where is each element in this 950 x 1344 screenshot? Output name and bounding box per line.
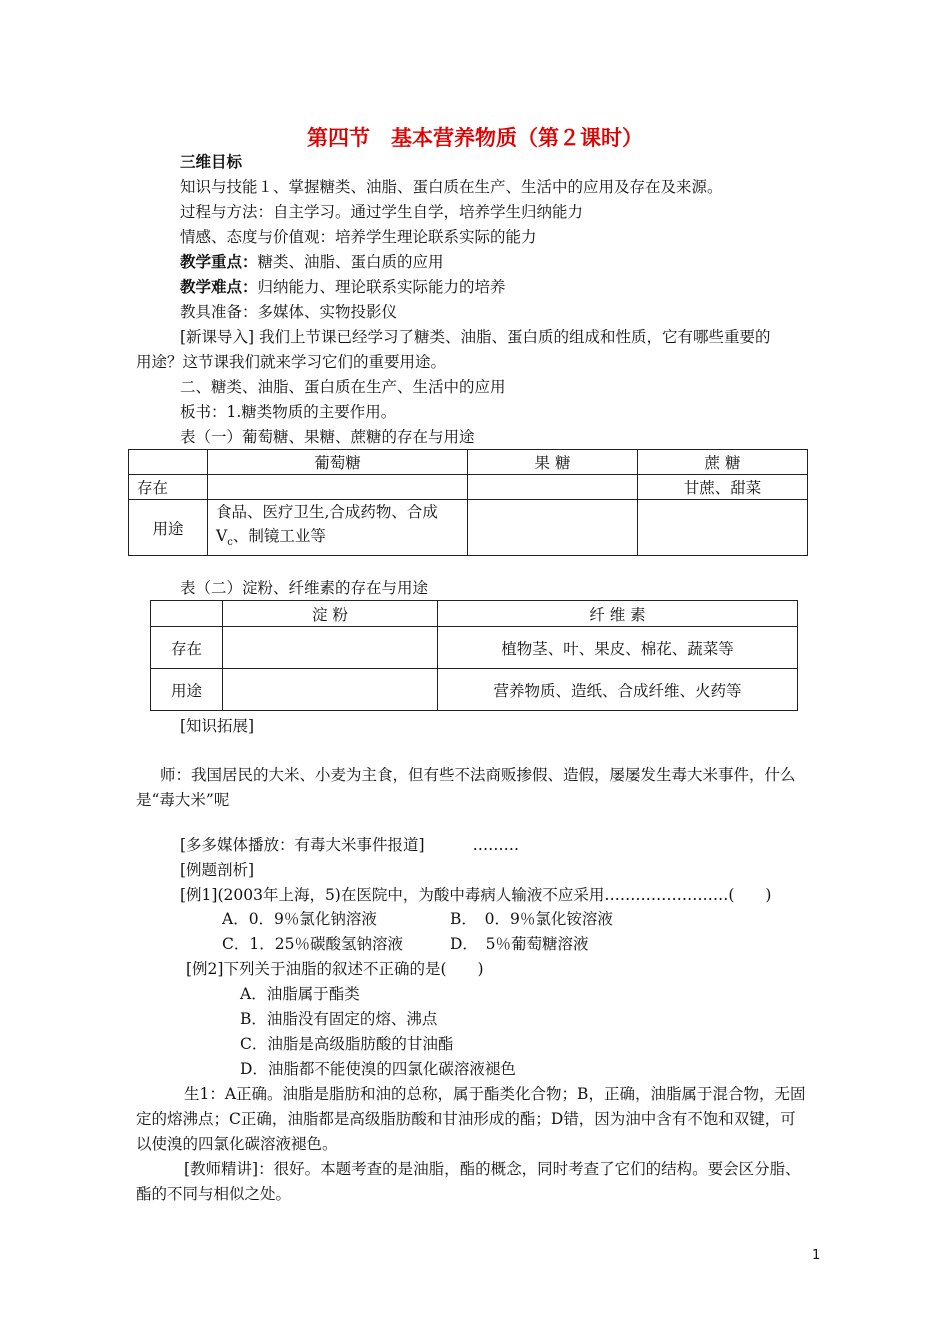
table2-exist-label: 存在	[151, 627, 223, 669]
intro-line-2: 用途？这节课我们就来学习它们的重要用途。	[136, 353, 447, 371]
student-answer-line-3: 以使溴的四氯化碳溶液褪色。	[136, 1135, 338, 1153]
table2-header-row	[151, 601, 798, 627]
student-answer-line-1: 生1：A正确。油脂是脂肪和油的总称，属于酯类化合物；B，正确，油脂属于混合物，无固	[184, 1085, 806, 1103]
board-note: 板书：1.糖类物质的主要作用。	[180, 403, 397, 421]
example-2-option-b: B．油脂没有固定的熔、沸点	[240, 1010, 438, 1028]
example-2-option-a: A．油脂属于酯类	[240, 985, 360, 1003]
table2-use-starch	[223, 669, 438, 711]
table2-row-use	[151, 669, 798, 711]
table-starch-cellulose	[150, 600, 798, 711]
knowledge-extension: [知识拓展]	[180, 717, 255, 735]
table2-header-cellulose: 纤 维 素	[438, 601, 798, 627]
table1-use-glucose	[208, 500, 468, 556]
example-1-option-d: D． 5％葡萄糖溶液	[450, 935, 589, 953]
table2-exist-cellulose: 植物茎、叶、果皮、棉花、蔬菜等	[438, 627, 798, 669]
table1-use-glucose-line2	[216, 527, 326, 549]
example-1-option-b: B． 0．9％氯化铵溶液	[450, 910, 613, 928]
table2-header-starch: 淀 粉	[223, 601, 438, 627]
teaching-key-label: 教学重点：	[180, 252, 258, 271]
table2-header-blank	[151, 601, 223, 627]
teaching-difficulty-text: 归纳能力、理论联系实际能力的培养	[257, 278, 506, 296]
teacher-question-line-2: 是“毒大米”呢	[136, 791, 230, 809]
table1-row-exist	[129, 475, 808, 500]
example-2-question: [例2]下列关于油脂的叙述不正确的是( )	[186, 960, 484, 978]
table1-use-label: 用途	[129, 500, 208, 556]
table1-header-row	[129, 450, 808, 475]
teaching-tools: 教具准备：多媒体、实物投影仪	[180, 303, 398, 321]
example-2-option-c: C．油脂是高级脂肪酸的甘油酯	[240, 1035, 454, 1053]
table1-header-fructose: 果 糖	[468, 450, 638, 475]
table1-use-glucose-rest: 、制镜工业等	[232, 527, 326, 545]
table1-header-glucose: 葡萄糖	[208, 450, 468, 475]
table1-exist-sucrose: 甘蔗、甜菜	[638, 475, 808, 500]
vitamin-v: V	[216, 527, 228, 545]
teaching-difficulty	[180, 275, 506, 299]
teaching-key-text: 糖类、油脂、蛋白质的应用	[257, 253, 444, 271]
knowledge-goal: 知识与技能１、掌握糖类、油脂、蛋白质在生产、生活中的应用及存在及来源。	[180, 178, 723, 196]
table2-row-exist	[151, 627, 798, 669]
teaching-difficulty-label: 教学难点：	[180, 277, 258, 296]
table1-use-glucose-line1: 食品、医疗卫生,合成药物、合成	[216, 503, 438, 521]
vitamin-c-subscript: c	[227, 537, 233, 549]
table-glucose-fructose-sucrose	[128, 449, 808, 556]
table1-exist-label: 存在	[129, 475, 208, 500]
teacher-explanation-line-1: [教师精讲]：很好。本题考查的是油脂，酯的概念，同时考查了它们的结构。要会区分脂、	[184, 1160, 801, 1178]
table2-use-label: 用途	[151, 669, 223, 711]
media-playback	[180, 833, 519, 857]
table2-caption: 表（二）淀粉、纤维素的存在与用途	[180, 579, 429, 597]
table1-header-blank	[129, 450, 208, 475]
example-heading: [例题剖析]	[180, 861, 255, 879]
table1-caption: 表（一）葡萄糖、果糖、蔗糖的存在与用途	[180, 428, 475, 446]
table1-header-sucrose: 蔗 糖	[638, 450, 808, 475]
table1-use-fructose	[468, 500, 638, 556]
process-goal: 过程与方法：自主学习。通过学生自学，培养学生归纳能力	[180, 203, 584, 221]
table2-use-cellulose: 营养物质、造纸、合成纤维、火药等	[438, 669, 798, 711]
table1-exist-fructose	[468, 475, 638, 500]
example-1-option-a: A．0．9％氯化钠溶液	[222, 910, 377, 928]
page-number: 1	[812, 1248, 821, 1263]
example-1-option-c: C．1．25％碳酸氢钠溶液	[222, 935, 403, 953]
table2-exist-starch	[223, 627, 438, 669]
table1-use-sucrose	[638, 500, 808, 556]
goals-heading: 三维目标	[180, 152, 243, 171]
teaching-key	[180, 250, 444, 274]
page-title: 第四节 基本营养物质（第２课时）	[307, 126, 643, 150]
example-2-option-d: D．油脂都不能使溴的四氯化碳溶液褪色	[240, 1060, 516, 1078]
teacher-explanation-line-2: 酯的不同与相似之处。	[136, 1185, 292, 1203]
teacher-question-line-1: 师：我国居民的大米、小麦为主食，但有些不法商贩掺假、造假，屡屡发生毒大米事件，什么	[160, 766, 796, 784]
section-2-heading: 二、糖类、油脂、蛋白质在生产、生活中的应用	[180, 378, 506, 396]
table1-row-use	[129, 500, 808, 556]
media-playback-text: [多多媒体播放：有毒大米事件报道]	[180, 836, 425, 854]
student-answer-line-2: 定的熔沸点；C正确，油脂都是高级脂肪酸和甘油形成的酯；D错，因为油中含有不饱和双键，可	[136, 1110, 796, 1128]
table1-exist-glucose	[208, 475, 468, 500]
intro-line-1: [新课导入] 我们上节课已经学习了糖类、油脂、蛋白质的组成和性质，它有哪些重要的	[180, 328, 771, 346]
example-1-question: [例1](2003年上海，5)在医院中，为酸中毒病人输液不应采用……………………( )	[180, 886, 772, 904]
emotion-goal: 情感、态度与价值观：培养学生理论联系实际的能力	[180, 228, 537, 246]
media-ellipsis: ………	[472, 836, 520, 854]
